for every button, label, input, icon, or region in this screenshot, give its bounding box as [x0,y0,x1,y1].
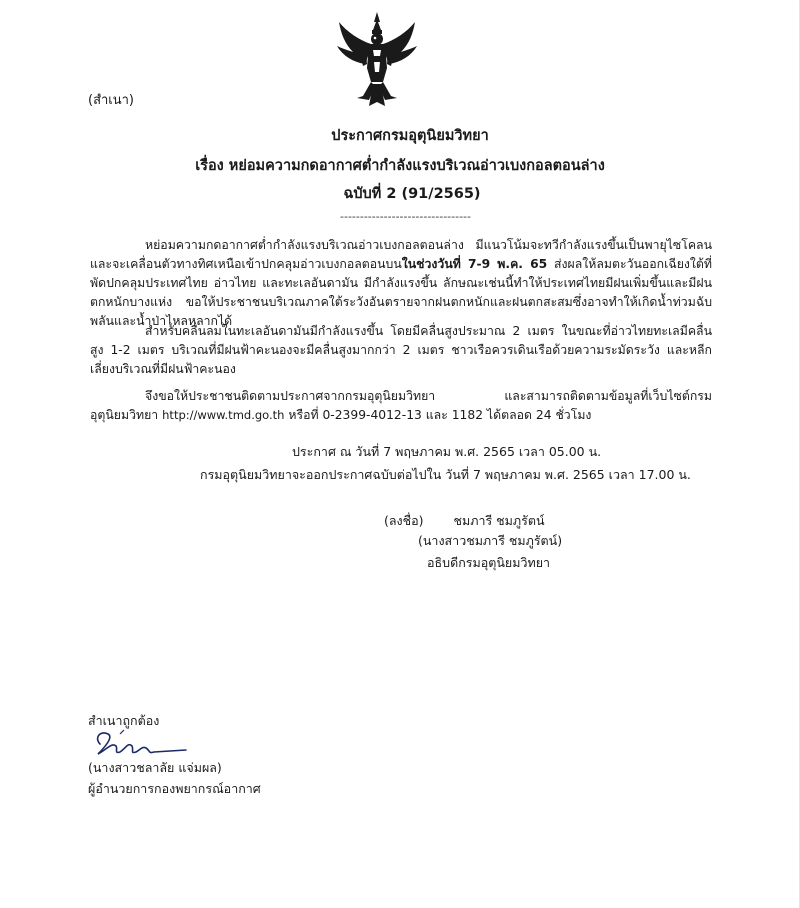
paragraph-forecast-lead: หย่อมความกดอากาศต่ำกำลังแรงบริเวณอ่าวเบงกอลตอนล่าง มีแนวโน้มจะทวีกำลังแรงขึ้นเป็นพายุไซโคลน และจะเคลื่อนตัวทางทิศเหนือเข้าปกคลุมอ่าวเบงกอลตอนบน [90,238,712,271]
paragraph-waves-text: สำหรับคลื่นลมในทะเลอันดามันมีกำลังแรงขึ้น โดยมีคลื่นสูงประมาณ 2 เมตร ในขณะที่อ่าวไทยทะเลมีคลื่นสูง 1-2 เมตร บริเวณที่มีฝนฟ้าคะนองจะมีคลื่นสูงมากกว่า 2 เมตร ชาวเรือควรเดินเรือด้วยความระมัดระวัง และหลีกเลี่ยงบริเวณที่มีฝนฟ้าคะนอง [90,324,712,376]
paragraph-follow-up [90,387,712,425]
announce-date: ประกาศ ณ วันที่ 7 พฤษภาคม พ.ศ. 2565 เวลา 05.00 น. [292,444,602,459]
signer-name: ชมภารี ชมภูรัตน์ [453,513,545,528]
handwritten-signature-icon [90,724,190,760]
next-announce-date: กรมอุตุนิยมวิทยาจะออกประกาศฉบับต่อไปใน วันที่ 7 พฤษภาคม พ.ศ. 2565 เวลา 17.00 น. [200,467,691,482]
paragraph-forecast [90,236,712,331]
signature-line [384,511,545,531]
paragraph-follow-up-text: จึงขอให้ประชาชนติดตามประกาศจากกรมอุตุนิยมวิทยา และสามารถติดตามข้อมูลที่เว็บไซต์กรมอุตุนิยมวิทยา [90,389,712,422]
garuda-emblem-icon [333,10,421,110]
signer-position: อธิบดีกรมอุตุนิยมวิทยา [427,555,551,570]
paragraph-forecast-date: ในช่วงวันที่ 7-9 พ.ค. 65 [401,257,548,271]
paragraph-waves [90,322,712,379]
announcement-issue-number: ฉบับที่ 2 (91/2565) [343,186,481,202]
tmd-website-link[interactable]: http://www.tmd.go.th [162,408,285,422]
paragraph-follow-up-contact: หรือที่ 0-2399-4012-13 และ 1182 ได้ตลอด 24 ชั่วโมง [284,408,592,422]
signer-full-name: (นางสาวชมภารี ชมภูรัตน์) [418,533,563,548]
sign-label: (ลงชื่อ) [384,513,424,528]
paragraph-forecast-rest: ส่งผลให้ลมตะวันออกเฉียงใต้ที่พัดปกคลุมประเทศไทย อ่าวไทย และทะเลอันดามัน มีกำลังแรงขึ้น ลักษณะเช่นนี้ทำให้ประเทศไทยมีฝนเพิ่มขึ้นและมีฝนตกหนักบางแห่ง ขอให้ประชาชนบริเวณภาคใต้ระวังอันตรายจากฝนตกหนักและฝนตกสะสมซึ่งอาจทำให้เกิดน้ำท่วมฉับพลันและน้ำป่าไหลหลากได้ [90,257,712,328]
title-divider: --------------------------------- [340,210,471,223]
announcement-subject: เรื่อง หย่อมความกดอากาศต่ำกำลังแรงบริเวณอ่าวเบงกอลตอนล่าง [195,158,605,174]
certified-copy-label: สำเนาถูกต้อง [88,713,160,728]
announcement-title: ประกาศกรมอุตุนิยมวิทยา [331,128,489,144]
certifier-position: ผู้อำนวยการกองพยากรณ์อากาศ [88,781,261,796]
copy-mark-label: (สำเนา) [88,93,135,108]
certifier-name: (นางสาวชลาลัย แจ่มผล) [88,760,222,775]
